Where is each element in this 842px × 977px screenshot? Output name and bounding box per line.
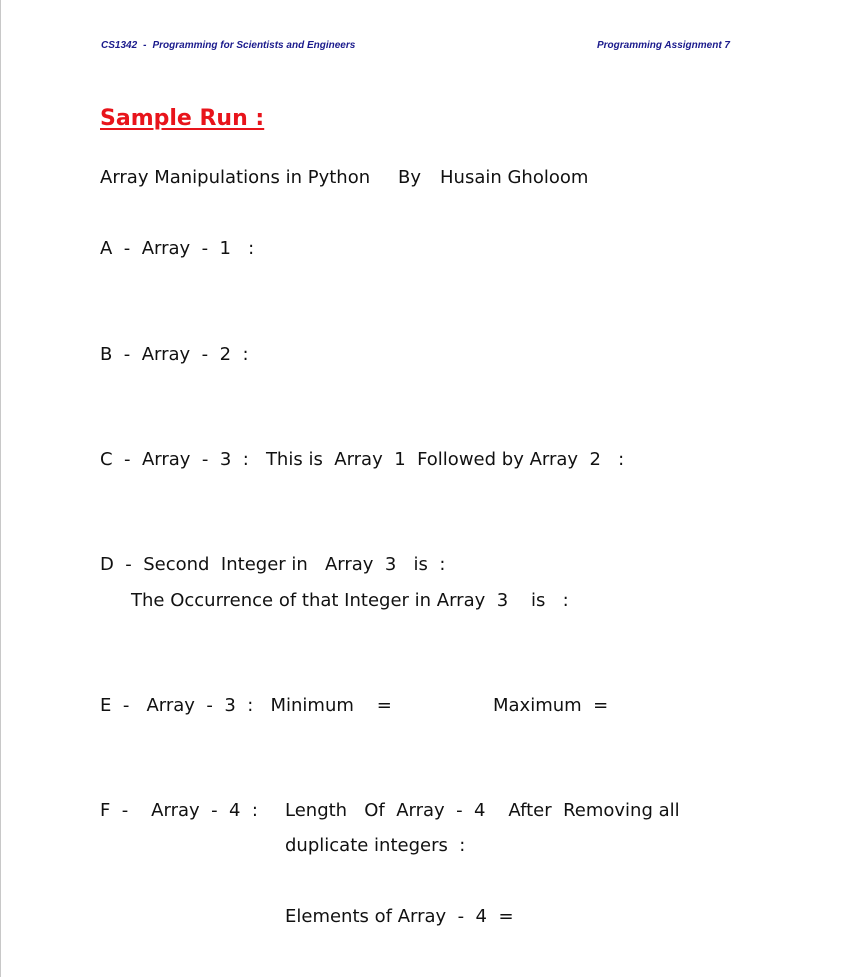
intro-author: Husain Gholoom [440,167,589,188]
header-course [101,40,355,51]
item-e-label: E - Array - 3 : Minimum = [100,695,392,716]
page-title: Sample Run : [100,106,265,131]
page-border [0,0,1,977]
header-assignment: Programming Assignment 7 [597,40,730,51]
item-c: C - Array - 3 : This is Array 1 Followed by Array 2 : [100,449,625,470]
header-separator: - [143,40,147,51]
item-a: A - Array - 1 : [100,238,255,259]
item-f-line3: Elements of Array - 4 = [285,906,514,927]
header-course-name: Programming for Scientists and Engineers [152,40,356,51]
item-e-max: Maximum = [493,695,609,716]
intro-heading: Array Manipulations in Python [100,167,371,188]
item-d-line2: The Occurrence of that Integer in Array 3 is : [131,590,569,611]
item-d-line1: D - Second Integer in Array 3 is : [100,554,446,575]
item-f-label: F - Array - 4 : [100,800,259,821]
item-f-line2: duplicate integers : [285,835,466,856]
item-f-line1: Length Of Array - 4 After Removing all [285,800,680,821]
header-course-code: CS1342 [101,40,138,51]
item-b: B - Array - 2 : [100,344,249,365]
intro-by: By [398,167,422,188]
